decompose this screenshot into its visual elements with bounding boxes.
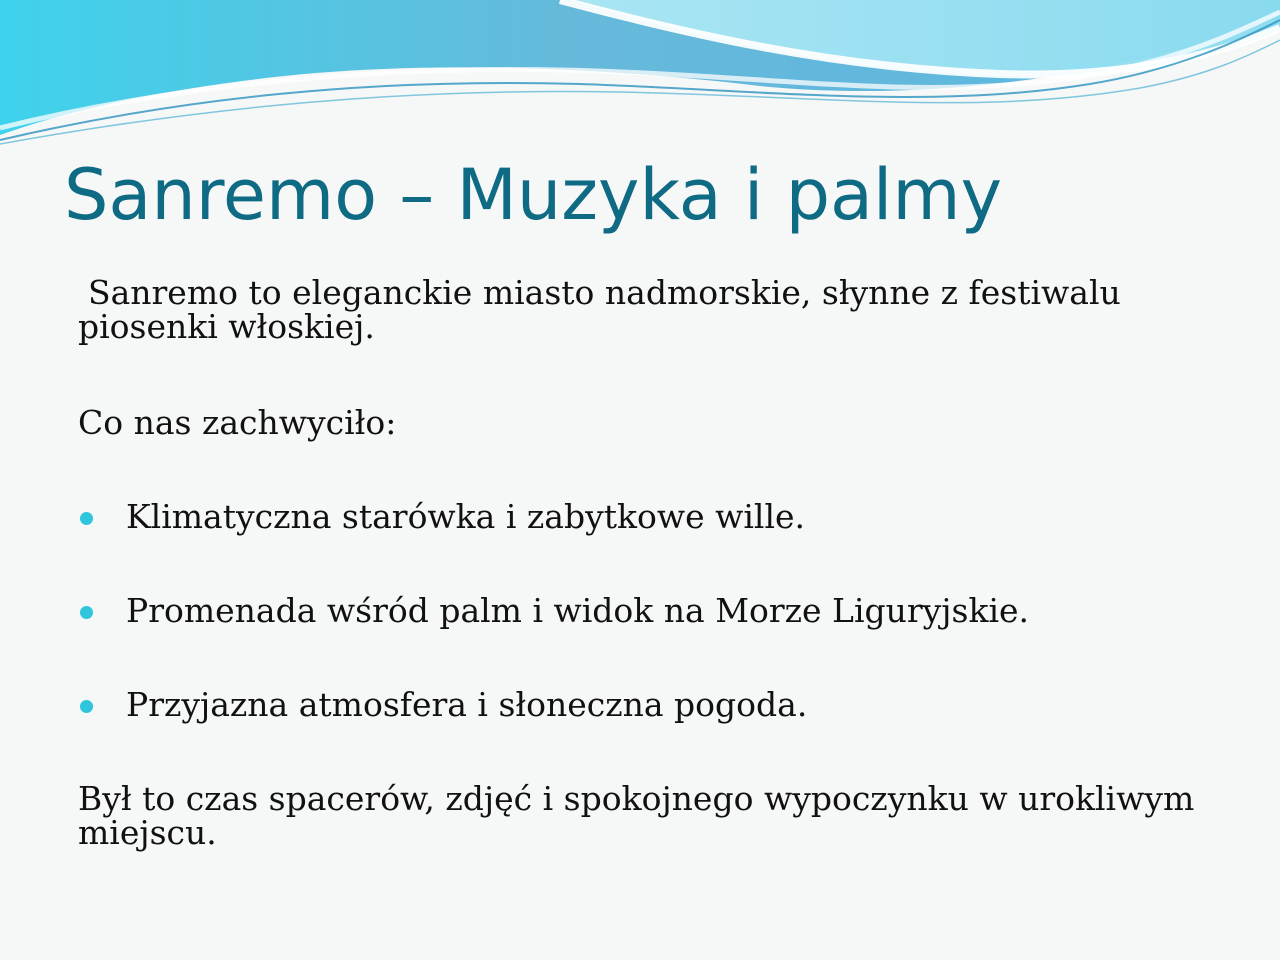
closing-paragraph: Był to czas spacerów, zdjęć i spokojnego wypoczynku w urokliwym miejscu.	[78, 779, 1195, 852]
list-heading: Co nas zachwyciło:	[78, 403, 397, 442]
list-item	[78, 685, 1228, 724]
bullet-dot-icon	[80, 512, 93, 525]
slide-content	[78, 273, 1228, 852]
intro-paragraph: Sanremo to eleganckie miasto nadmorskie, słynne z festiwalu piosenki włoskiej.	[78, 273, 1121, 346]
bullet-dot-icon	[80, 700, 93, 713]
highlights-list	[78, 497, 1228, 724]
list-item-text: Promenada wśród palm i widok na Morze Liguryjskie.	[126, 591, 1030, 630]
list-item-text: Klimatyczna starówka i zabytkowe wille.	[126, 497, 806, 536]
decorative-wave-header	[0, 0, 1280, 150]
list-item	[78, 497, 1228, 536]
bullet-dot-icon	[80, 606, 93, 619]
slide-title: Sanremo – Muzyka i palmy	[64, 154, 1002, 236]
list-item-text: Przyjazna atmosfera i słoneczna pogoda.	[126, 685, 808, 724]
list-item	[78, 591, 1228, 630]
